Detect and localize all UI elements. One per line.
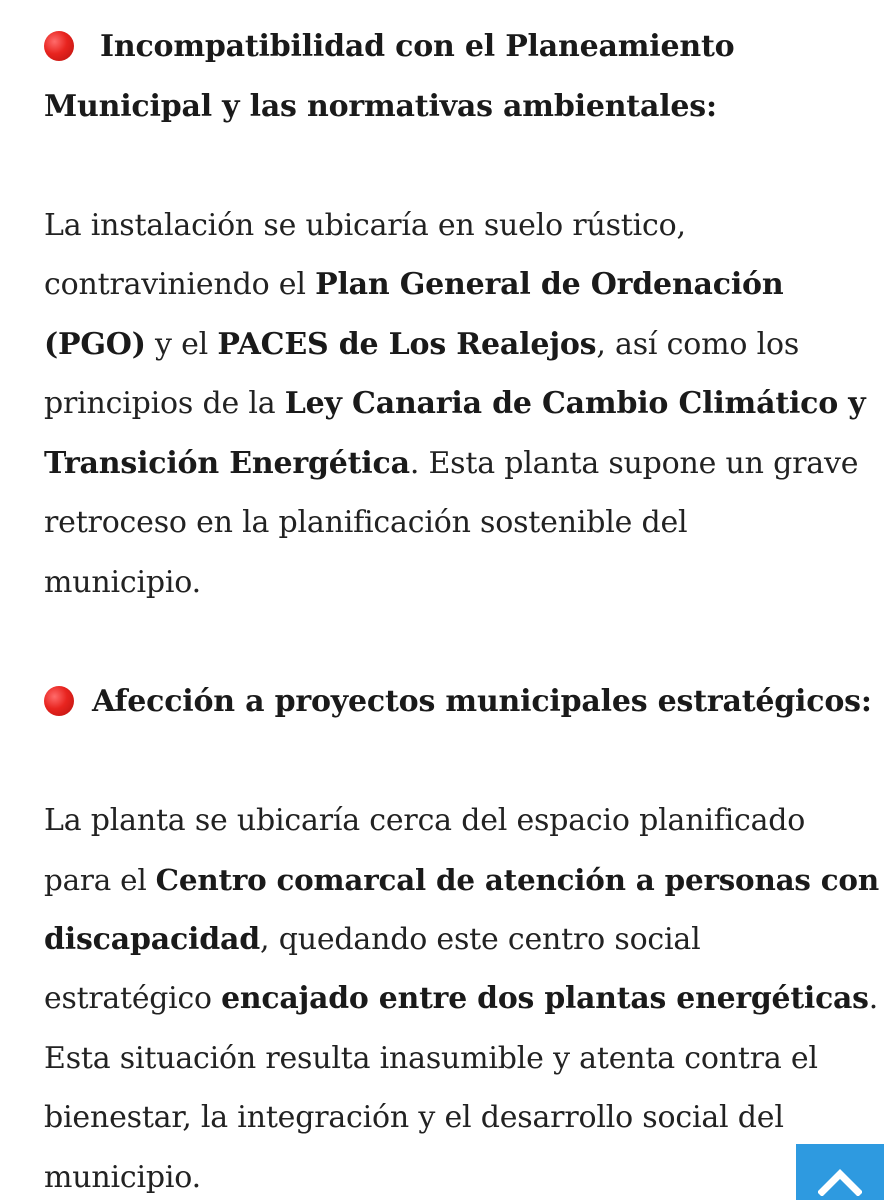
- text-line: municipio.: [44, 564, 201, 600]
- section-heading-planeamiento: Incompatibilidad con el Planeamiento: [44, 17, 874, 77]
- text-line: municipio.: [44, 1159, 201, 1195]
- red-circle-icon: [44, 31, 74, 61]
- section-heading-proyectos: Afección a proyectos municipales estratégicos:: [44, 672, 874, 732]
- section-heading-planeamiento-cont: Municipal y las normativas ambientales:: [44, 88, 717, 124]
- paragraph-proyectos: [44, 791, 879, 1200]
- text-line: discapacidad, quedando este centro social: [44, 921, 701, 957]
- text-line: estratégico encajado entre dos plantas energéticas.: [44, 981, 879, 1016]
- text-line: Esta situación resulta inasumible y atenta contra el: [44, 1040, 818, 1076]
- text-line: retroceso en la planificación sostenible del: [44, 505, 688, 540]
- text-line: principios de la Ley Canaria de Cambio Climático y: [44, 386, 866, 421]
- text-line: (PGO) y el PACES de Los Realejos, así como los: [44, 326, 800, 362]
- spacer: [44, 612, 874, 672]
- paragraph-planeamiento: [44, 196, 874, 613]
- text-line: Transición Energética. Esta planta supone un grave: [44, 445, 859, 481]
- article-body: [44, 17, 879, 1200]
- text-line: bienestar, la integración y el desarrollo social del: [44, 1100, 784, 1135]
- text-line: La instalación se ubicaría en suelo rústico,: [44, 207, 686, 243]
- chevron-up-icon: [818, 1168, 862, 1196]
- scroll-to-top-button[interactable]: [796, 1144, 884, 1200]
- text-line: para el Centro comarcal de atención a personas con: [44, 862, 879, 897]
- red-circle-icon: [44, 686, 74, 716]
- spacer: [44, 731, 874, 791]
- text-line: La planta se ubicaría cerca del espacio planificado: [44, 802, 806, 838]
- text-line: contraviniendo el Plan General de Ordenación: [44, 267, 784, 302]
- spacer: [44, 136, 874, 196]
